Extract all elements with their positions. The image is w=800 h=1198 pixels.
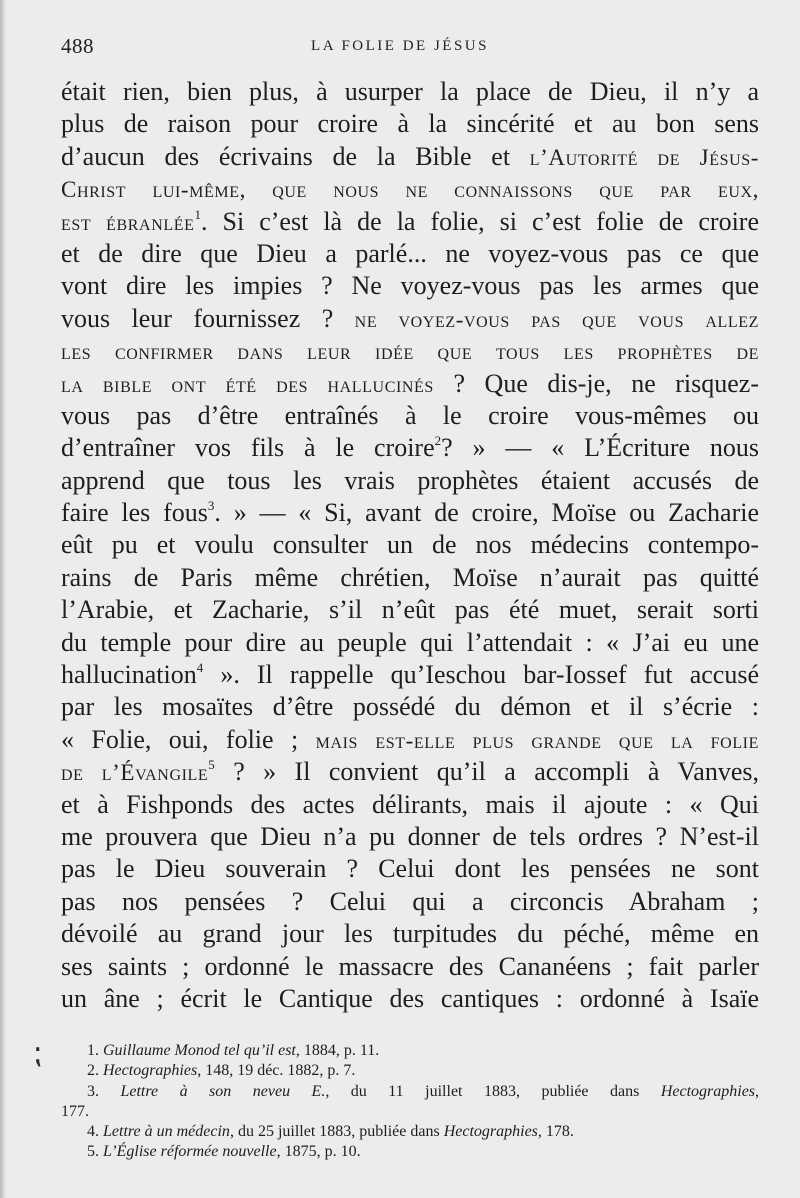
small-caps-text: mais est-elle plus grande que la folie <box>315 727 759 753</box>
text-run: et de dire que Dieu a parlé... ne voyez-vous pas ce que <box>61 238 759 268</box>
text-run: ? » — « L’Écriture nous <box>441 433 759 463</box>
text-run: . » — « Si, avant de croire, Moïse ou Zacharie <box>214 498 759 528</box>
footnote-text: 2. <box>87 1062 103 1080</box>
text-line <box>61 465 759 497</box>
text-run: apprend que tous les vrais prophètes étaient accusés de <box>61 465 759 495</box>
footnote-title: Guillaume Monod tel qu’il est <box>103 1042 296 1059</box>
text-line <box>61 368 759 400</box>
text-line <box>61 951 759 983</box>
footnote-text: 4. <box>87 1123 103 1141</box>
text-line <box>61 886 759 918</box>
running-title: LA FOLIE DE JÉSUS <box>311 38 489 54</box>
footnote-text: , 178. <box>537 1123 574 1141</box>
footnote-line <box>61 1061 759 1081</box>
text-run: l’Arabie, et Zacharie, s’il n’eût pas été muet, serait sorti <box>61 595 759 625</box>
text-line <box>61 562 759 594</box>
text-run: ? » Il convient qu’il a accompli à Vanves, <box>214 757 759 787</box>
text-run: . Si c’est là de la folie, si c’est folie de croire <box>200 206 759 236</box>
footnote-text: , 1875, p. 10. <box>276 1143 361 1161</box>
footnote-reference: 3 <box>207 498 215 514</box>
text-run: « Folie, oui, folie ; <box>61 724 316 754</box>
text-line <box>61 627 759 659</box>
page-number: 488 <box>61 34 94 58</box>
footnote-title: L’Église réformée nouvelle <box>103 1143 277 1161</box>
footnote-text: , 148, 19 déc. 1882, p. 7. <box>197 1062 356 1080</box>
text-line <box>61 529 759 561</box>
small-caps-text: l’Autorité de Jésus- <box>529 144 759 170</box>
text-run: pas nos pensées ? Celui qui a circoncis Abraham ; <box>61 886 759 916</box>
text-line <box>61 918 759 950</box>
text-line <box>61 594 759 626</box>
text-run: d’entraîner vos fils à le croire <box>61 433 435 463</box>
footnote-title: Lettre à un médecin <box>103 1123 230 1141</box>
footnote-title: Hectographies <box>660 1082 756 1100</box>
footnote-line <box>61 1122 759 1142</box>
footnote-title: Lettre à son neveu E. <box>120 1082 326 1100</box>
text-line <box>61 659 759 691</box>
small-caps-text: les confirmer dans leur idée que tous les prophètes de <box>61 339 759 365</box>
small-caps-text: est ébranlée <box>61 209 195 235</box>
text-line <box>61 335 759 367</box>
text-run: pas le Dieu souverain ? Celui dont les pensées ne sont <box>61 854 759 884</box>
text-run: et à Fishponds des actes délirants, mais il ajoute : « Qui <box>61 789 759 819</box>
footnote-title: Hectographies <box>443 1123 538 1141</box>
footnote-line <box>61 1082 759 1102</box>
footnote-text: , 1884, p. 11. <box>295 1042 380 1059</box>
text-run: ». Il rappelle qu’Ieschou bar-Iossef fut accusé <box>203 660 759 690</box>
text-run: vous pas d’être entraînés à le croire vous-mêmes ou <box>61 400 759 430</box>
text-line <box>61 238 759 270</box>
small-caps-text: ne voyez-vous pas que vous allez <box>354 306 760 332</box>
page-edge-shadow <box>0 0 6 1198</box>
footnote-text: 177. <box>61 1102 89 1120</box>
text-line <box>61 270 759 302</box>
text-run: un âne ; écrit le Cantique des cantiques : ordonné à Isaïe <box>61 983 759 1013</box>
text-run: était rien, bien plus, à usurper la place de Dieu, il n’y a <box>61 77 759 106</box>
text-line <box>61 400 759 432</box>
footnote-reference: 5 <box>208 757 215 773</box>
footnote-title: Hectographies <box>103 1062 198 1080</box>
footnote-text: , <box>755 1082 760 1100</box>
text-run: par les mosaïtes d’être possédé du démon et il s’écrie : <box>61 692 759 722</box>
footnote-line <box>61 1142 759 1162</box>
text-run: du temple pour dire au peuple qui l’attendait : « J’ai eu une <box>61 627 759 657</box>
text-line <box>61 789 759 821</box>
text-run: ? Que dis-je, ne risquez- <box>433 368 760 398</box>
footnote-line <box>61 1102 759 1122</box>
text-line <box>61 756 759 788</box>
footnote-text: , du 11 juillet 1883, publiée dans <box>325 1082 661 1100</box>
text-line <box>61 853 759 885</box>
footnote-line <box>61 1041 759 1061</box>
text-run: me prouvera que Dieu n’a pu donner de tels ordres ? N’est-il <box>61 821 759 851</box>
text-line <box>61 206 759 238</box>
text-line <box>61 303 759 335</box>
footnotes <box>61 1041 759 1163</box>
text-run: ses saints ; ordonné le massacre des Cananéens ; fait parler <box>61 951 759 981</box>
body-text <box>61 76 759 1015</box>
text-line <box>61 432 759 464</box>
text-run: dévoilé au grand jour les turpitudes du péché, même en <box>61 919 759 949</box>
footnote-text: , du 25 juillet 1883, publiée dans <box>229 1123 444 1141</box>
footnote-reference: 4 <box>196 660 204 676</box>
text-run: faire les fous <box>61 498 208 528</box>
small-caps-text: Christ lui-même, que nous ne connaissons que par eux, <box>61 177 759 203</box>
footnote-text: 5. <box>87 1143 103 1161</box>
text-line <box>61 983 759 1015</box>
text-run: plus de raison pour croire à la sincérité et au bon sens <box>61 109 759 139</box>
text-line <box>61 141 759 173</box>
text-line <box>61 173 759 205</box>
footnote-text: 3. <box>87 1082 121 1100</box>
text-run: hallucination <box>61 660 197 690</box>
text-line <box>61 108 759 140</box>
text-run: vont dire les impies ? Ne voyez-vous pas les armes que <box>61 271 759 301</box>
footnote-text: 1. <box>87 1042 103 1059</box>
text-run: eût pu et voulu consulter un de nos médecins contempo- <box>61 530 759 560</box>
small-caps-text: la bible ont été des hallucinés <box>61 371 434 397</box>
text-run: rains de Paris même chrétien, Moïse n’aurait pas quitté <box>61 562 759 592</box>
text-run: vous leur fournissez ? <box>61 303 355 333</box>
text-line <box>61 691 759 723</box>
text-line <box>61 724 759 756</box>
footnote-reference: 1 <box>194 206 201 222</box>
margin-pencil-mark: ⁏ <box>32 1036 43 1071</box>
text-run: d’aucun des écrivains de la Bible et <box>61 141 530 171</box>
text-line <box>61 497 759 529</box>
small-caps-text: de l’Évangile <box>61 760 209 786</box>
text-line <box>61 821 759 853</box>
text-line <box>61 76 759 108</box>
footnote-reference: 2 <box>434 433 442 449</box>
